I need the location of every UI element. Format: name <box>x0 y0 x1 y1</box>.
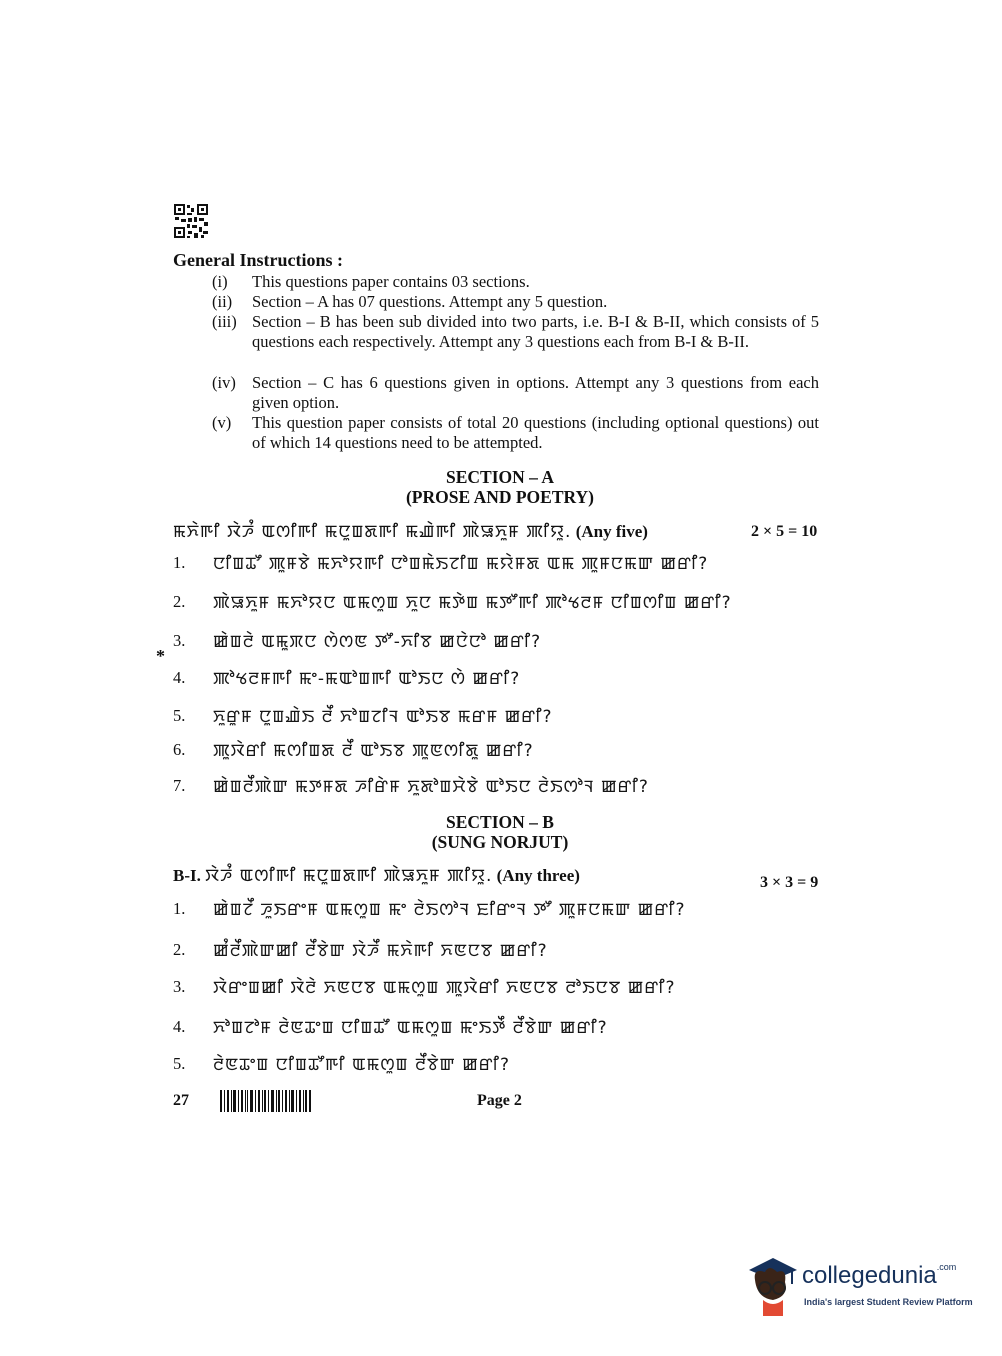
section-a-subheading: (PROSE AND POETRY) <box>405 487 594 507</box>
instruction-text: This questions paper contains 03 sections. <box>252 272 530 291</box>
instruction-item <box>212 292 820 312</box>
section-a-heading: SECTION – A <box>446 467 554 487</box>
question-text: ꯂꯥꯟꯊꯦꯡ ꯅꯤꯡꯊꯧꯒꯤ ꯑꯃꯁꯨꯡ ꯂꯩꯕꯥꯛ ꯀꯔꯤ? <box>213 1055 510 1075</box>
question-number: 5. <box>173 706 186 725</box>
section-b-heading: SECTION – B <box>446 812 554 832</box>
page-number: Page 2 <box>477 1092 522 1109</box>
question-text: ꯀꯥꯡꯂꯥ ꯑꯃꯨꯞꯅ ꯁꯥꯁꯟ ꯇꯧ-ꯈꯤꯕ ꯀꯅꯥꯅꯣ ꯀꯔꯤ? <box>213 632 542 652</box>
logo-suffix: .com <box>936 1262 957 1272</box>
question-number: 4. <box>173 668 186 687</box>
section-b-instruction <box>173 864 580 887</box>
logo-name: collegedunia <box>802 1262 937 1289</box>
question-number: 2. <box>173 940 186 959</box>
margin-asterisk: * <box>156 646 165 666</box>
section-b-marks: 3 × 3 = 9 <box>760 874 819 891</box>
instruction-item <box>212 413 820 453</box>
instruction-number: (v) <box>212 413 232 432</box>
section-b-instruction-text: ꯋꯥꯍꯪ ꯑꯁꯤꯒꯤ ꯃꯅꯨꯡꯗꯒꯤ ꯄꯥꯎꯈꯨꯝ ꯄꯤꯌꯨ. <box>205 866 493 886</box>
question-text: ꯈꯨꯔꯨꯝ ꯅꯨꯡꯉꯥꯏ ꯂꯩ ꯈꯣꯡꯖꯤꯜ ꯑꯣꯏꯕ ꯃꯔꯝ ꯀꯔꯤ? <box>213 707 553 727</box>
section-a-instruction <box>173 520 648 543</box>
section-a-marks: 2 × 5 = 10 <box>751 523 818 540</box>
question-number: 3. <box>173 977 186 996</box>
paper-code: 27 <box>173 1092 189 1109</box>
section-a-choice-note: (Any five) <box>575 522 648 541</box>
question-text: ꯋꯥꯔꯦꯡꯀꯤ ꯋꯥꯂꯥ ꯈꯟꯅꯕ ꯑꯃꯁꯨꯡ ꯄꯨꯋꯥꯔꯤ ꯈꯟꯅꯕ ꯂꯣꯏꯅꯕ ꯀꯔꯤ? <box>213 978 676 998</box>
barcode-icon <box>220 1090 312 1112</box>
question-text: ꯄꯣꯠꯂꯝꯒꯤ ꯃꯦ-ꯃꯑꯣꯡꯒꯤ ꯑꯣꯏꯅ ꯁꯥ ꯀꯔꯤ? <box>213 669 521 689</box>
instruction-item <box>212 272 820 292</box>
instruction-text: Section – B has been sub divided into two parts, i.e. B-I & B-II, which consists of 5 questions each respectively. Attempt any 3 questions each from B-I & B-II. <box>252 312 819 351</box>
question-number: 1. <box>173 553 186 572</box>
question-text: ꯄꯥꯎꯈꯨꯝ ꯃꯈꯣꯌꯅ ꯑꯃꯁꯨꯡ ꯈꯨꯅ ꯃꯇꯥꯡ ꯃꯇꯧꯒꯤ ꯄꯣꯠꯂꯝ ꯅꯤꯡꯁꯤꯡ ꯀꯔꯤ? <box>213 593 732 613</box>
question-text: ꯀꯥꯡꯖꯩ ꯍꯨꯏꯔꯦꯝ ꯑꯃꯁꯨꯡ ꯃꯦ ꯂꯥꯏꯁꯣꯜ ꯐꯤꯔꯦꯜ ꯇꯧ ꯄꯨꯝꯅꯃꯛ ꯀꯔꯤ? <box>213 900 686 920</box>
section-b-choice-note: (Any three) <box>496 866 580 885</box>
question-number: 4. <box>173 1017 186 1036</box>
question-number: 7. <box>173 776 186 795</box>
question-number: 6. <box>173 740 186 759</box>
question-number: 1. <box>173 899 186 918</box>
instruction-number: (iv) <box>212 373 236 392</box>
question-text: ꯀꯪꯂꯩꯄꯥꯛꯀꯤ ꯂꯩꯕꯥꯛ ꯋꯥꯍꯩ ꯃꯈꯥꯒꯤ ꯈꯟꯅꯕ ꯀꯔꯤ? <box>213 941 548 961</box>
logo-tagline: India's largest Student Review Platform <box>804 1297 973 1307</box>
instruction-text: Section – C has 6 questions given in options. Attempt any 3 questions from each given option. <box>252 373 819 412</box>
question-text: ꯅꯤꯡꯊꯧ ꯄꯨꯝꯕꯥ ꯃꯈꯣꯌꯒꯤ ꯅꯣꯡꯃꯥꯏꯖꯤꯡ ꯃꯌꯥꯝꯗ ꯑꯃ ꯄꯨꯝꯅꯃꯛ ꯀꯔꯤ? <box>213 554 709 574</box>
instruction-number: (iii) <box>212 312 237 331</box>
question-number: 3. <box>173 631 186 650</box>
question-text: ꯀꯥꯡꯂꯩꯄꯥꯛ ꯃꯇꯝꯗ ꯍꯤꯔꯥꯝ ꯈꯨꯗꯣꯡꯆꯥꯕꯥ ꯑꯣꯏꯅ ꯂꯥꯏꯁꯣꯜ ꯀꯔꯤ? <box>213 777 649 797</box>
instruction-item <box>212 312 820 372</box>
instruction-text: This question paper consists of total 20 questions (including optional questions) out of which 14 questions need to be attempted. <box>252 413 819 452</box>
question-text: ꯄꯨꯋꯥꯔꯤ ꯃꯁꯤꯡꯗ ꯂꯩ ꯑꯣꯏꯕ ꯄꯨꯟꯁꯤꯗꯨ ꯀꯔꯤ? <box>213 741 534 761</box>
collegedunia-mascot-icon <box>743 1250 803 1320</box>
instruction-number: (i) <box>212 272 228 291</box>
qr-code-icon <box>173 203 209 239</box>
question-text: ꯈꯣꯡꯖꯣꯝ ꯂꯥꯟꯊꯦꯡ ꯅꯤꯡꯊꯧ ꯑꯃꯁꯨꯡ ꯃꯦꯏꯇꯩ ꯂꯩꯕꯥꯛ ꯀꯔꯤ? <box>213 1018 608 1038</box>
section-b-part-label: B-I. <box>173 866 201 885</box>
section-b-subheading: (SUNG NORJUT) <box>431 832 569 852</box>
instruction-number: (ii) <box>212 292 233 311</box>
question-number: 5. <box>173 1054 186 1073</box>
instruction-item <box>212 373 820 413</box>
instruction-text: Section – A has 07 questions. Attempt any 5 question. <box>252 292 608 311</box>
general-instructions-title: General Instructions : <box>173 250 343 270</box>
question-number: 2. <box>173 592 186 611</box>
section-a-instruction-text: ꯃꯈꯥꯒꯤ ꯋꯥꯍꯪ ꯑꯁꯤꯒꯤ ꯃꯅꯨꯡꯗꯒꯤ ꯃꯉꯥꯒꯤ ꯄꯥꯎꯈꯨꯝ ꯄꯤꯌꯨ. <box>173 522 572 542</box>
collegedunia-logo <box>802 1262 956 1290</box>
